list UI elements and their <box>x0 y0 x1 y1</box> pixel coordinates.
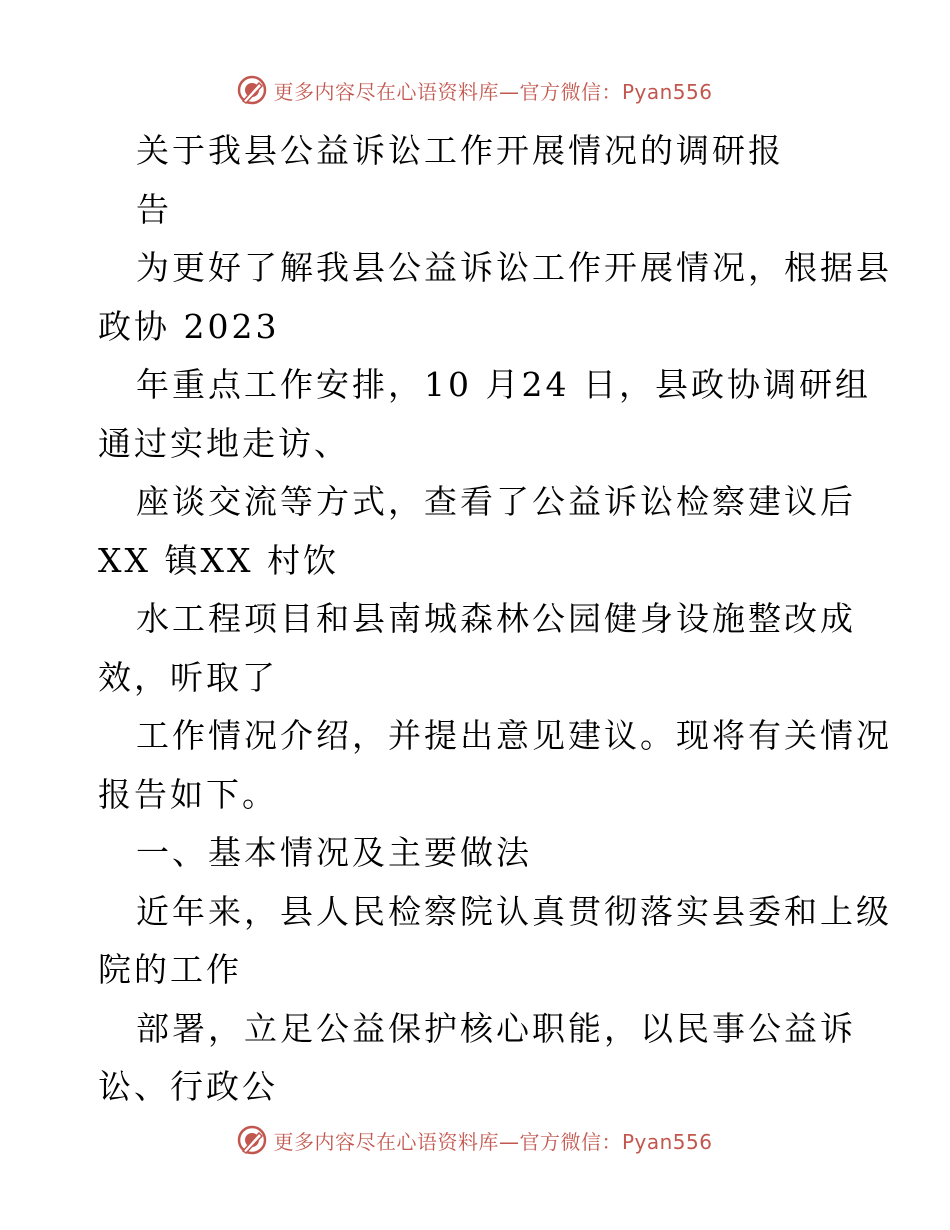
watermark-text: 更多内容尽在心语资料库—官方微信：Pyan556 <box>273 79 713 104</box>
paragraph-line: 座谈交流等方式，查看了公益诉讼检察建议后 <box>136 482 856 521</box>
paragraph-line: 工作情况介绍，并提出意见建议。现将有关情况 <box>136 716 892 755</box>
section-heading: 一、基本情况及主要做法 <box>136 833 532 872</box>
paragraph-line: 政协 2023 <box>98 306 280 346</box>
paragraph-line: 水工程项目和县南城森林公园健身设施整改成 <box>136 599 856 638</box>
paragraph-line: 部署，立足公益保护核心职能，以民事公益诉 <box>136 1008 856 1048</box>
doc-title-line: 关于我县公益诉讼工作开展情况的调研报 <box>136 131 784 170</box>
document-body <box>98 122 892 1117</box>
paragraph-line: 效，听取了 <box>98 657 278 697</box>
paragraph-line: 年重点工作安排，10 月24 日，县政协调研组 <box>136 365 871 404</box>
paragraph-line: 近年来，县人民检察院认真贯彻落实县委和上级 <box>136 891 892 931</box>
paragraph-line: 通过实地走访、 <box>98 423 350 463</box>
paragraph-line: 报告如下。 <box>98 774 278 814</box>
paragraph-line: 讼、行政公 <box>98 1067 278 1106</box>
watermark-text: 更多内容尽在心语资料库—官方微信：Pyan556 <box>273 1129 713 1154</box>
paragraph-line: 院的工作 <box>98 950 242 989</box>
doc-title-line: 告 <box>136 189 172 229</box>
pen-logo-icon <box>237 75 267 105</box>
watermark-banner-bottom <box>0 1120 950 1160</box>
pen-logo-icon <box>237 1125 267 1155</box>
watermark-banner-top <box>0 70 950 110</box>
paragraph-line: XX 镇XX 村饮 <box>98 540 339 580</box>
paragraph-line: 为更好了解我县公益诉讼工作开展情况，根据县 <box>136 248 892 287</box>
